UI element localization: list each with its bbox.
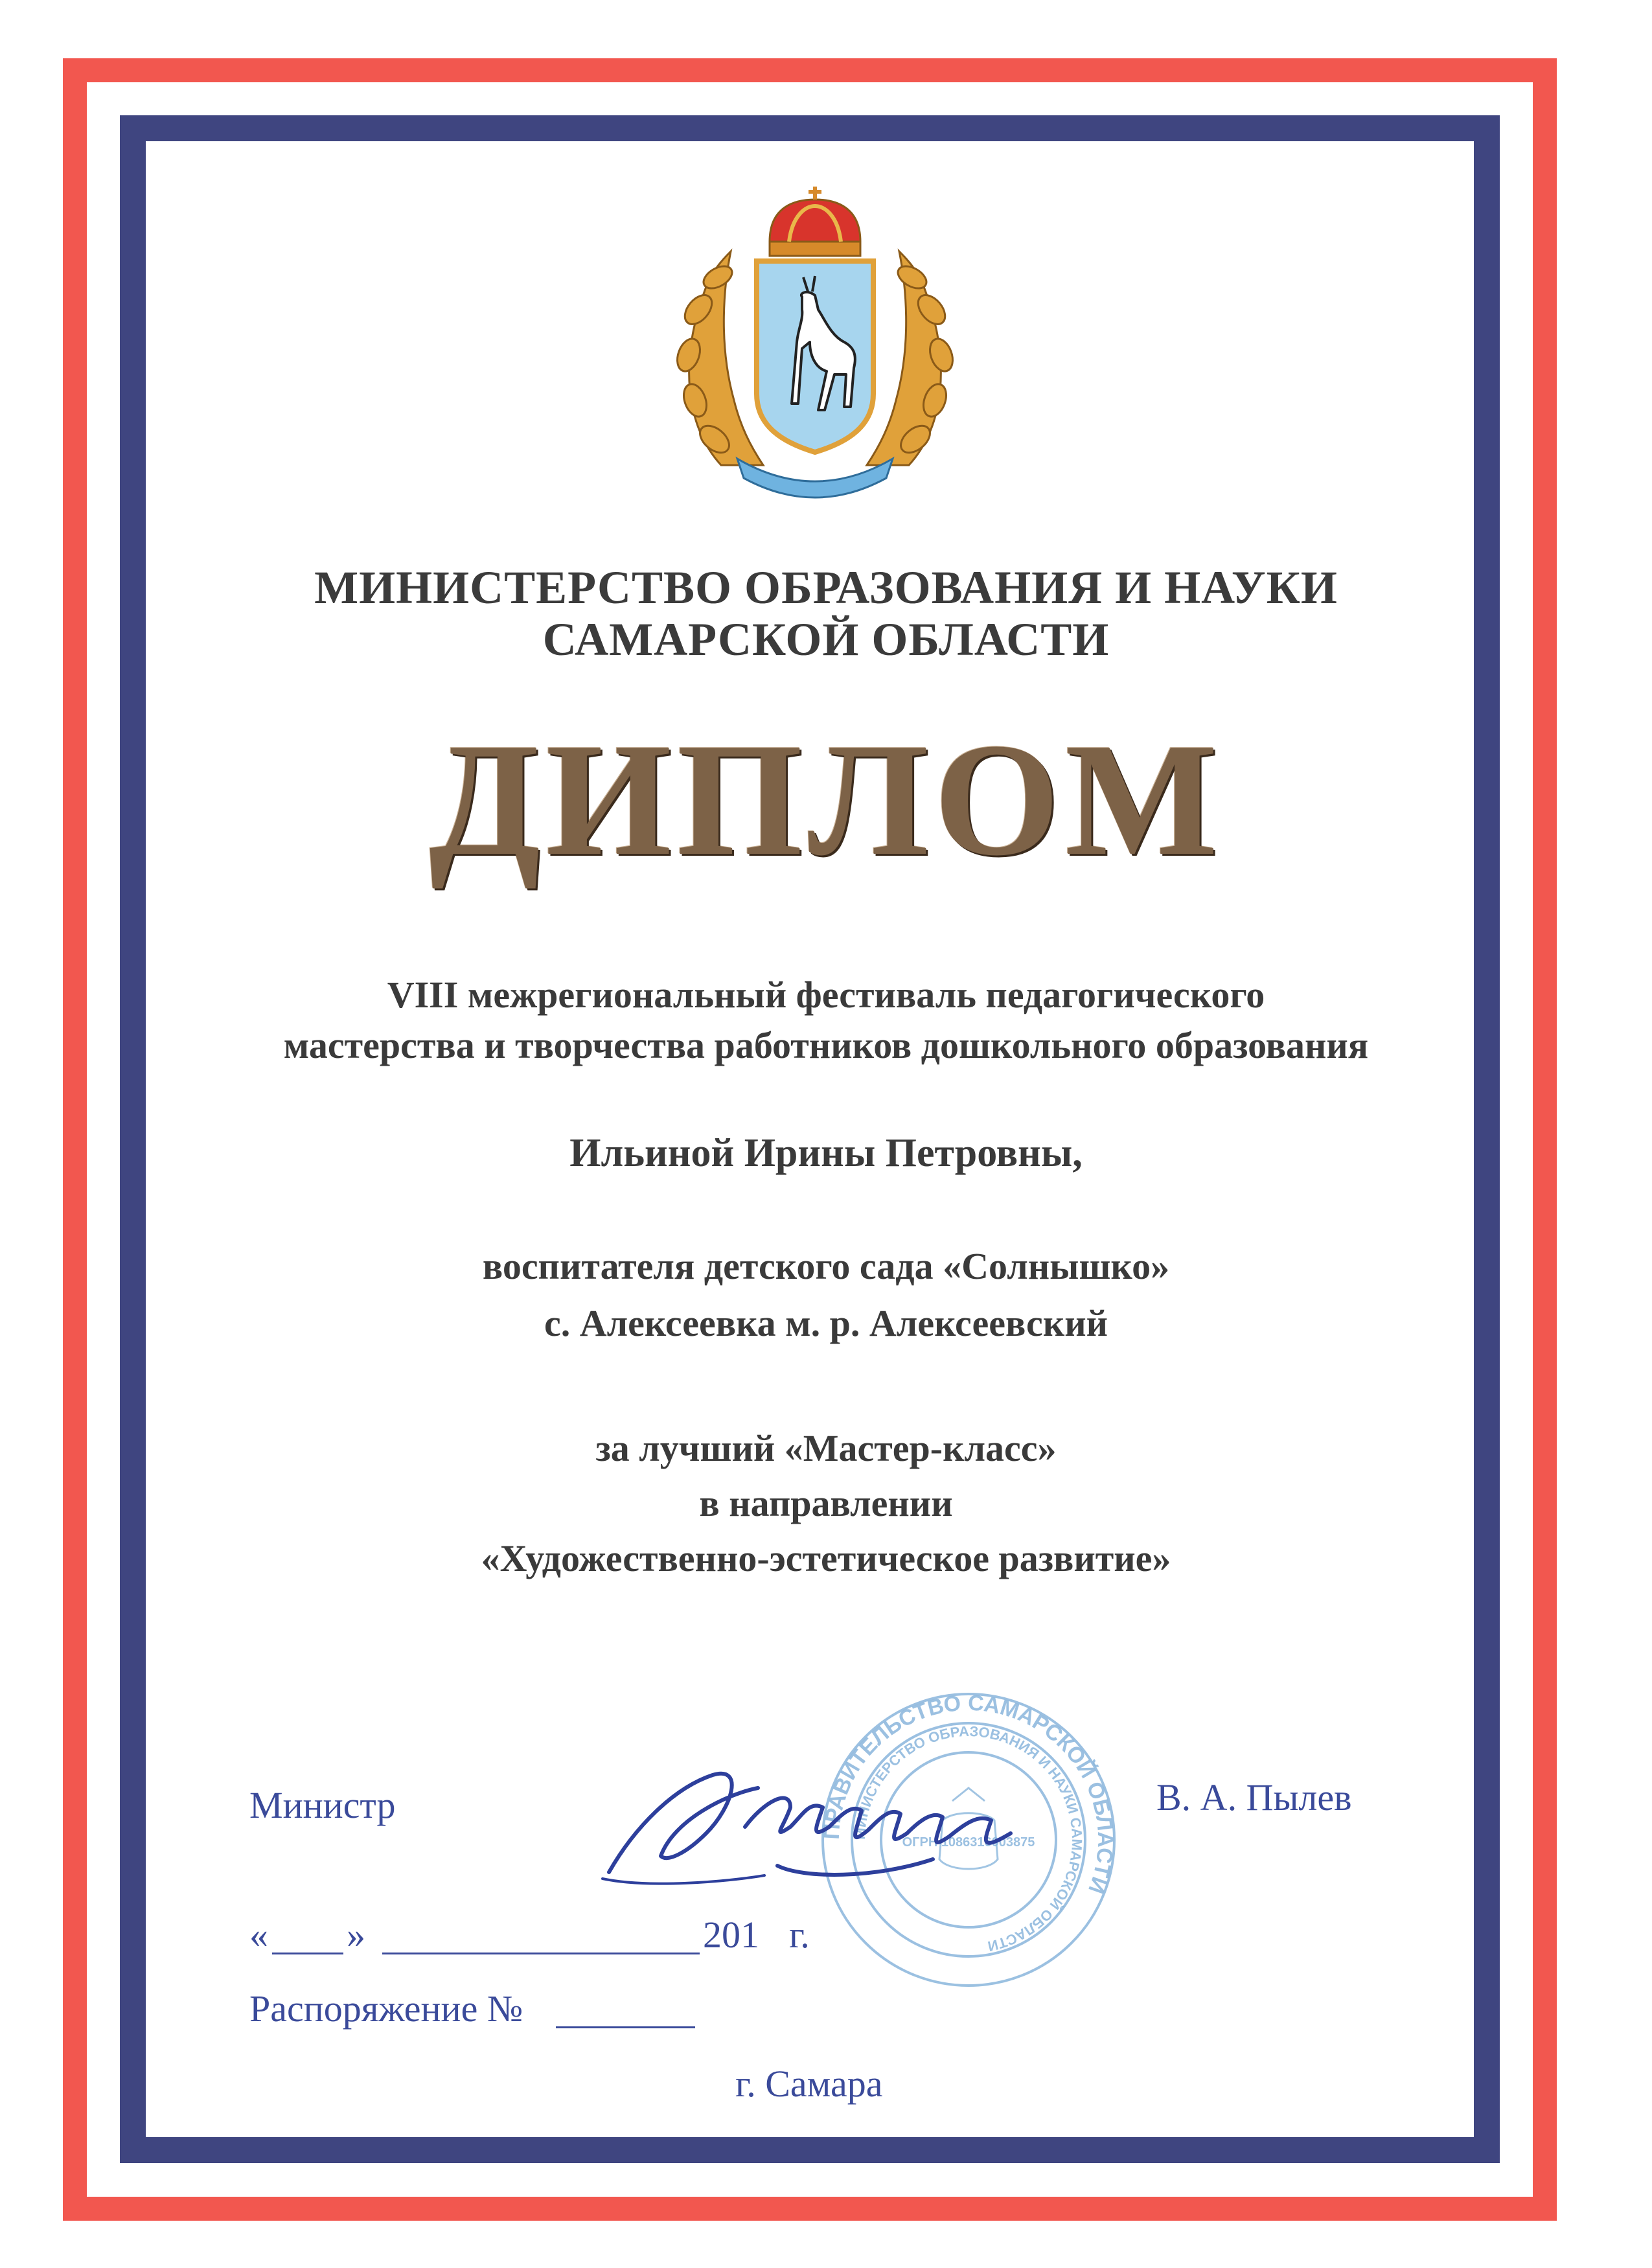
- award-line1: за лучший «Мастер-класс»: [595, 1427, 1057, 1469]
- festival-line1: VIII межрегиональный фестиваль педагогического: [387, 974, 1265, 1016]
- date-month-blank: [382, 1953, 700, 1954]
- date-year: 201: [703, 1914, 759, 1956]
- date-open-quote: «: [249, 1914, 268, 1956]
- seal-inner-text: МИНИСТЕРСТВО ОБРАЗОВАНИЯ И НАУКИ САМАРСКОЙ ОБЛАСТИ: [851, 1723, 1086, 1955]
- minister-name: В. А. Пылев: [1156, 1776, 1352, 1818]
- seal-outer-text: ПРАВИТЕЛЬСТВО САМАРСКОЙ ОБЛАСТИ: [819, 1690, 1118, 1897]
- samara-coat-of-arms-icon: [660, 180, 970, 504]
- date-year-suffix: г.: [789, 1914, 810, 1956]
- city-label: г. Самара: [735, 2063, 883, 2105]
- date-close-quote: »: [347, 1914, 365, 1956]
- minister-role-label: Министр: [249, 1784, 396, 1826]
- ministry-title-line1: МИНИСТЕРСТВО ОБРАЗОВАНИЯ И НАУКИ: [314, 562, 1338, 613]
- order-number-label: Распоряжение №: [249, 1987, 523, 2030]
- award-line3: «Художественно-эстетическое развитие»: [481, 1537, 1171, 1579]
- recipient-name: Ильиной Ирины Петровны,: [569, 1131, 1083, 1175]
- award-line2: в направлении: [699, 1482, 953, 1524]
- minister-signature: [596, 1749, 1062, 1898]
- order-number-blank: [556, 2026, 695, 2028]
- recipient-position-line1: воспитателя детского сада «Солнышко»: [482, 1245, 1170, 1287]
- date-day-blank: [272, 1953, 343, 1954]
- festival-line2: мастерства и творчества работников дошкольного образования: [283, 1024, 1369, 1066]
- seal-ogrn: ОГРН 1086316003875: [902, 1835, 1035, 1850]
- recipient-position-line2: с. Алексеевка м. р. Алексеевский: [544, 1302, 1108, 1344]
- ministry-title-line2: САМАРСКОЙ ОБЛАСТИ: [542, 613, 1110, 665]
- diploma-title: ДИПЛОМ: [429, 710, 1223, 889]
